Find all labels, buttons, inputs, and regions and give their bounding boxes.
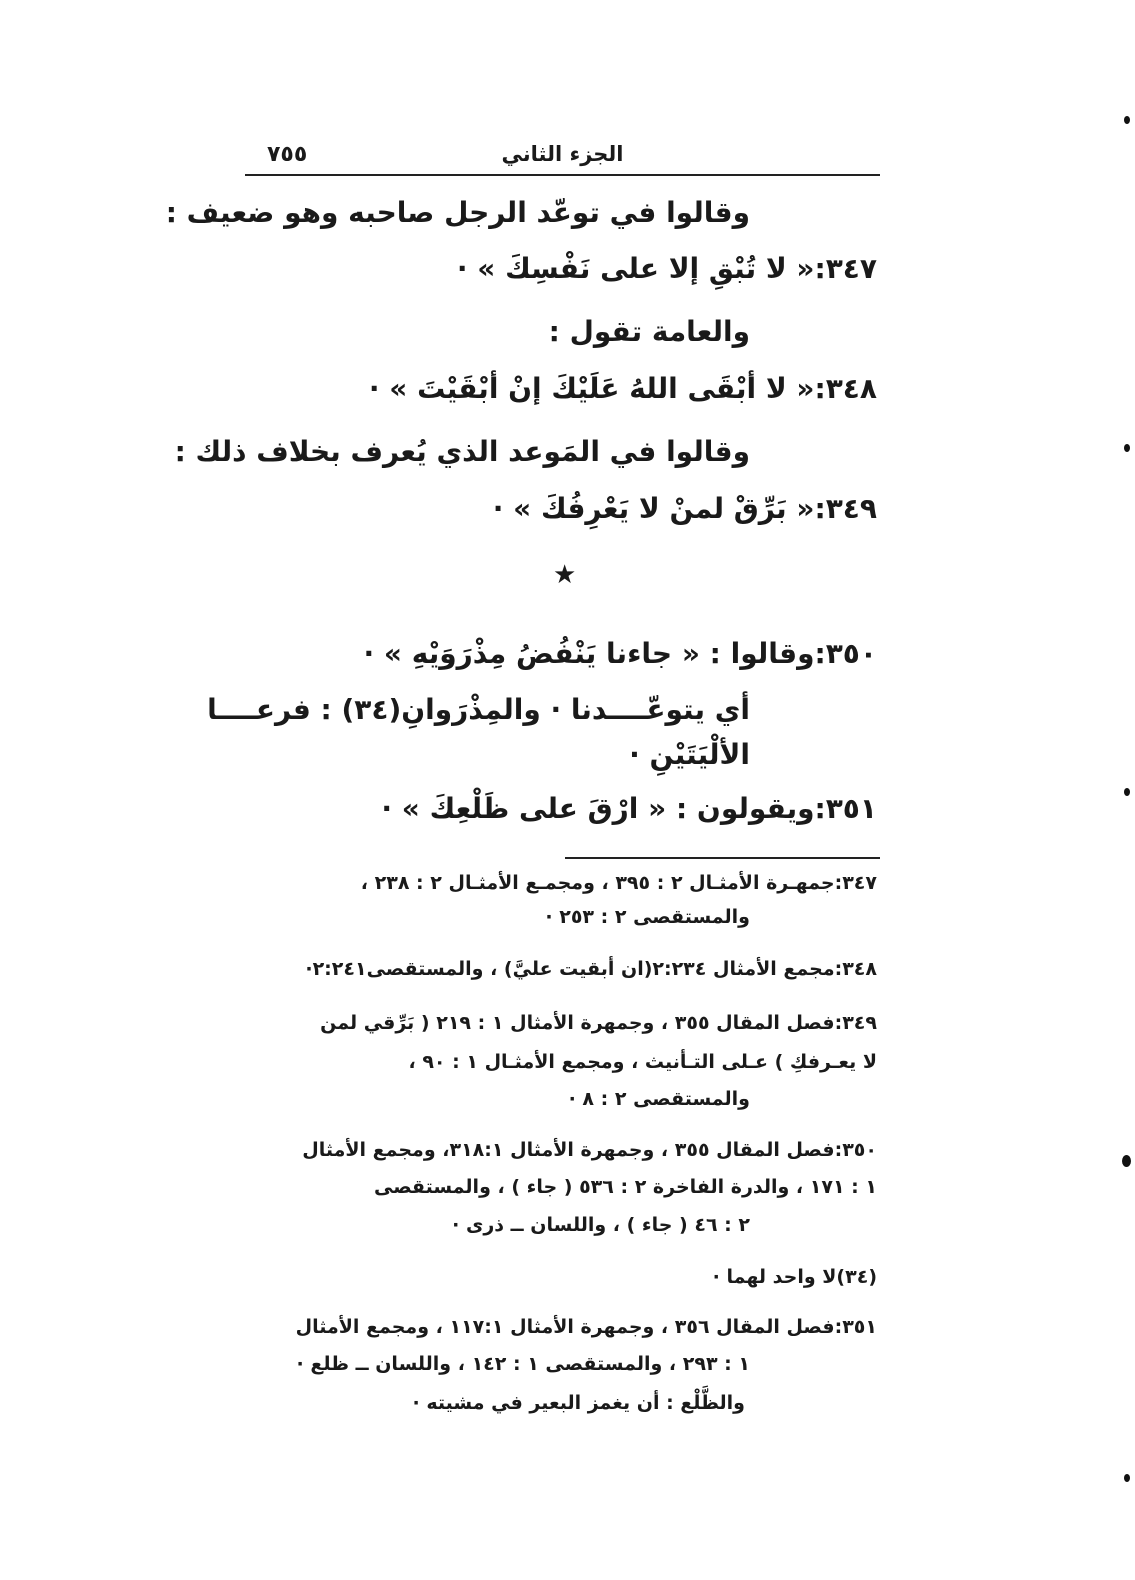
intro-348: والعامة تقول : — [548, 315, 750, 348]
gloss-350-line1: أي يتوعّــــدنا · والمِذْرَوانِ(٣٤) : فرعــــا — [207, 693, 750, 726]
section-separator-star: ★ — [553, 560, 577, 590]
scan-speck — [1124, 788, 1130, 796]
footnote-350-line3: ٢ : ٤٦ ( جاء ) ، واللسان ــ ذرى · — [452, 1214, 750, 1236]
footnote-349-line1: ٣٤٩:فصل المقال ٣٥٥ ، وجمهرة الأمثال ١ : ٢١٩ ( بَرِّقي لمن — [320, 1012, 877, 1034]
footnote-351-line3: والظَّلْع : أن يغمز البعير في مشيته · — [412, 1392, 745, 1414]
footnote-350-line2: ١ : ١٧١ ، والدرة الفاخرة ٢ : ٥٣٦ ( جاء ) ، والمستقصى — [373, 1176, 877, 1198]
scan-speck — [1124, 116, 1130, 124]
intro-349: وقالوا في المَوعد الذي يُعرف بخلاف ذلك : — [174, 435, 750, 468]
scan-speck — [1122, 1155, 1131, 1167]
footnote-351-line2: ١ : ٢٩٣ ، والمستقصى ١ : ١٤٢ ، واللسان ــ ظلع · — [296, 1353, 750, 1375]
page-header — [245, 138, 880, 176]
footnote-348: ٣٤٨:مجمع الأمثال ٢:٢٣٤(ان أبقيت عليَّ) ، والمستقصى٢:٢٤١· — [305, 958, 877, 980]
footnote-34: (٣٤)لا واحد لهما · — [712, 1266, 877, 1288]
scan-speck — [1124, 444, 1130, 452]
footnote-349-line2: لا يعـرفكِ ) عـلى التـأنيث ، ومجمع الأمثـال ١ : ٩٠ ، — [408, 1051, 877, 1073]
running-title: الجزء الثاني — [501, 142, 624, 166]
gloss-350-line2: الألْيَتَيْنِ · — [629, 738, 750, 771]
footnote-351-line1: ٣٥١:فصل المقال ٣٥٦ ، وجمهرة الأمثال ١١٧:١ ، ومجمع الأمثال — [295, 1316, 877, 1338]
footnote-347-line1: ٣٤٧:جمهـرة الأمثـال ٢ : ٣٩٥ ، ومجمـع الأمثـال ٢ : ٢٣٨ ، — [360, 872, 877, 894]
footnote-349-line3: والمستقصى ٢ : ٨ · — [568, 1088, 750, 1110]
footnote-separator — [565, 857, 880, 859]
proverb-348: ٣٤٨:« لا أبْقَى اللهُ عَلَيْكَ إنْ أبْقَيْتَ » · — [368, 372, 877, 405]
proverb-347: ٣٤٧:« لا تُبْقِ إلا على نَفْسِكَ » · — [456, 252, 877, 285]
footnote-347-line2: والمستقصى ٢ : ٢٥٣ · — [545, 906, 750, 928]
intro-347: وقالوا في توعّد الرجل صاحبه وهو ضعيف : — [165, 196, 750, 229]
proverb-350: ٣٥٠:وقالوا : « جاءنا يَنْفُضُ مِذْرَوَيْهِ » · — [363, 637, 877, 670]
proverb-349: ٣٤٩:« بَرِّقْ لمنْ لا يَعْرِفُكَ » · — [492, 492, 877, 525]
page-number: ٧٥٥ — [267, 142, 308, 167]
scan-speck — [1124, 1474, 1130, 1482]
footnote-350-line1: ٣٥٠:فصل المقال ٣٥٥ ، وجمهرة الأمثال ٣١٨:١، ومجمع الأمثال — [302, 1139, 877, 1161]
proverb-351: ٣٥١:ويقولون : « ارْقَ على ظَلْعِكَ » · — [381, 792, 877, 825]
